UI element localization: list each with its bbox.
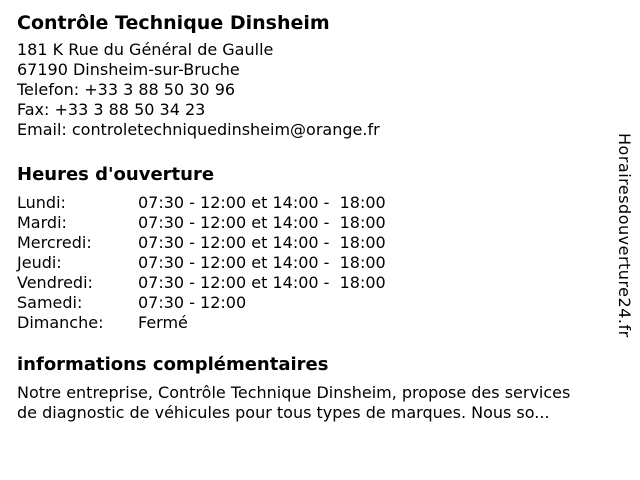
day-label: Lundi: — [17, 193, 66, 212]
day-times: 07:30 - 12:00 et 14:00 - 18:00 — [138, 233, 386, 252]
hours-row-friday — [17, 273, 640, 293]
email-address: controletechniquedinsheim@orange.fr — [71, 120, 380, 139]
hours-row-thursday — [17, 253, 640, 273]
fax-label: Fax: — [17, 100, 50, 119]
phone-line — [17, 80, 640, 100]
fax-number: +33 3 88 50 34 23 — [54, 100, 206, 119]
day-times: Fermé — [138, 313, 188, 332]
phone-number: +33 3 88 50 30 96 — [84, 80, 236, 99]
hours-row-tuesday — [17, 213, 640, 233]
fax-line — [17, 100, 640, 120]
day-label: Mardi: — [17, 213, 67, 232]
hours-heading: Heures d'ouverture — [17, 164, 215, 185]
hours-row-wednesday — [17, 233, 640, 253]
day-times: 07:30 - 12:00 et 14:00 - 18:00 — [138, 273, 386, 292]
day-times: 07:30 - 12:00 et 14:00 - 18:00 — [138, 213, 386, 232]
phone-label: Telefon: — [17, 80, 80, 99]
watermark-brand: Horairesdouverture24.fr — [615, 133, 634, 338]
business-description: Notre entreprise, Contrôle Technique Dinsheim, propose des services de diagnostic de véhicules pour tous types de marques. Nous so... — [17, 383, 571, 422]
hours-row-monday — [17, 193, 640, 213]
page-title: Contrôle Technique Dinsheim — [17, 12, 330, 34]
day-label: Jeudi: — [17, 253, 62, 272]
additional-info-heading: informations complémentaires — [17, 354, 329, 375]
email-label: Email: — [17, 120, 67, 139]
hours-table — [17, 193, 640, 333]
day-label: Vendredi: — [17, 273, 93, 292]
day-label: Mercredi: — [17, 233, 92, 252]
day-times: 07:30 - 12:00 — [138, 293, 247, 312]
contact-block — [17, 40, 640, 140]
day-times: 07:30 - 12:00 et 14:00 - 18:00 — [138, 193, 386, 212]
day-label: Dimanche: — [17, 313, 104, 332]
day-times: 07:30 - 12:00 et 14:00 - 18:00 — [138, 253, 386, 272]
address-city: 67190 Dinsheim-sur-Bruche — [17, 60, 240, 79]
email-line — [17, 120, 640, 140]
hours-row-sunday — [17, 313, 640, 333]
address-street: 181 K Rue du Général de Gaulle — [17, 40, 274, 59]
hours-row-saturday — [17, 293, 640, 313]
day-label: Samedi: — [17, 293, 83, 312]
